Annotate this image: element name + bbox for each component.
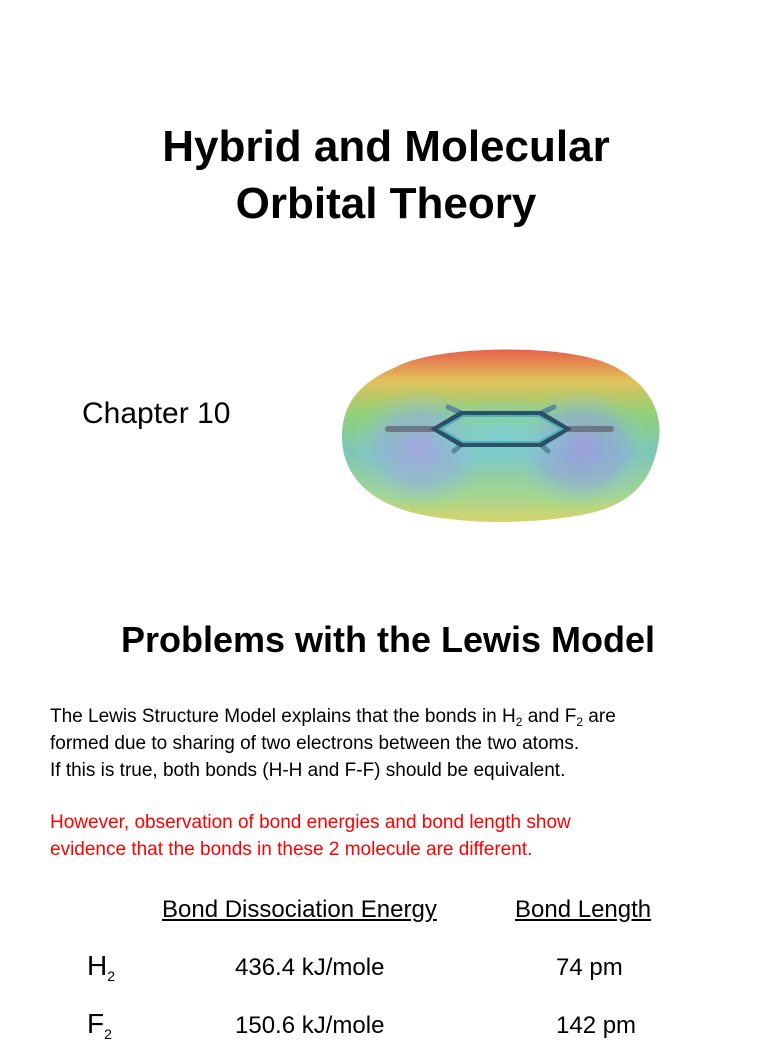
length-cell: 74 pm xyxy=(556,954,623,981)
lewis-explanation-paragraph xyxy=(50,703,730,784)
para1-text-c: are xyxy=(583,706,616,727)
para1-text-a: The Lewis Structure Model explains that the bonds in H xyxy=(50,706,516,727)
para2-line-2: evidence that the bonds in these 2 molecule are different. xyxy=(50,839,533,860)
para1-line-3: If this is true, both bonds (H-H and F-F) should be equivalent. xyxy=(50,760,566,781)
slide-title-line-1: Hybrid and Molecular xyxy=(162,122,610,171)
para1-line-2: formed due to sharing of two electrons between the two atoms. xyxy=(50,733,580,754)
observation-paragraph xyxy=(50,809,730,863)
benzene-electrostatic-potential-image xyxy=(336,337,666,527)
table-row xyxy=(0,950,768,997)
column-header-bond-energy: Bond Dissociation Energy xyxy=(162,896,437,923)
energy-cell: 436.4 kJ/mole xyxy=(235,954,385,981)
para1-text-b: and F xyxy=(522,706,577,727)
table-row xyxy=(0,1008,768,1055)
slide-heading: Problems with the Lewis Model xyxy=(120,619,656,660)
column-header-bond-length: Bond Length xyxy=(515,896,652,923)
energy-cell: 150.6 kJ/mole xyxy=(235,1012,385,1039)
slide-title-line-2: Orbital Theory xyxy=(235,179,537,228)
molecule-cell: $F_2$ xyxy=(87,1008,112,1042)
para1-subscript-2: 2 xyxy=(576,715,584,729)
para1-subscript-1: 2 xyxy=(515,715,523,729)
slide-title xyxy=(0,118,770,232)
molecule-cell: $H_2$ xyxy=(87,950,116,984)
chapter-label: Chapter 10 xyxy=(82,397,231,430)
lewis-model-slide xyxy=(0,585,768,1042)
length-cell: 142 pm xyxy=(556,1012,637,1039)
para2-line-1: However, observation of bond energies and bond length show xyxy=(50,812,571,833)
